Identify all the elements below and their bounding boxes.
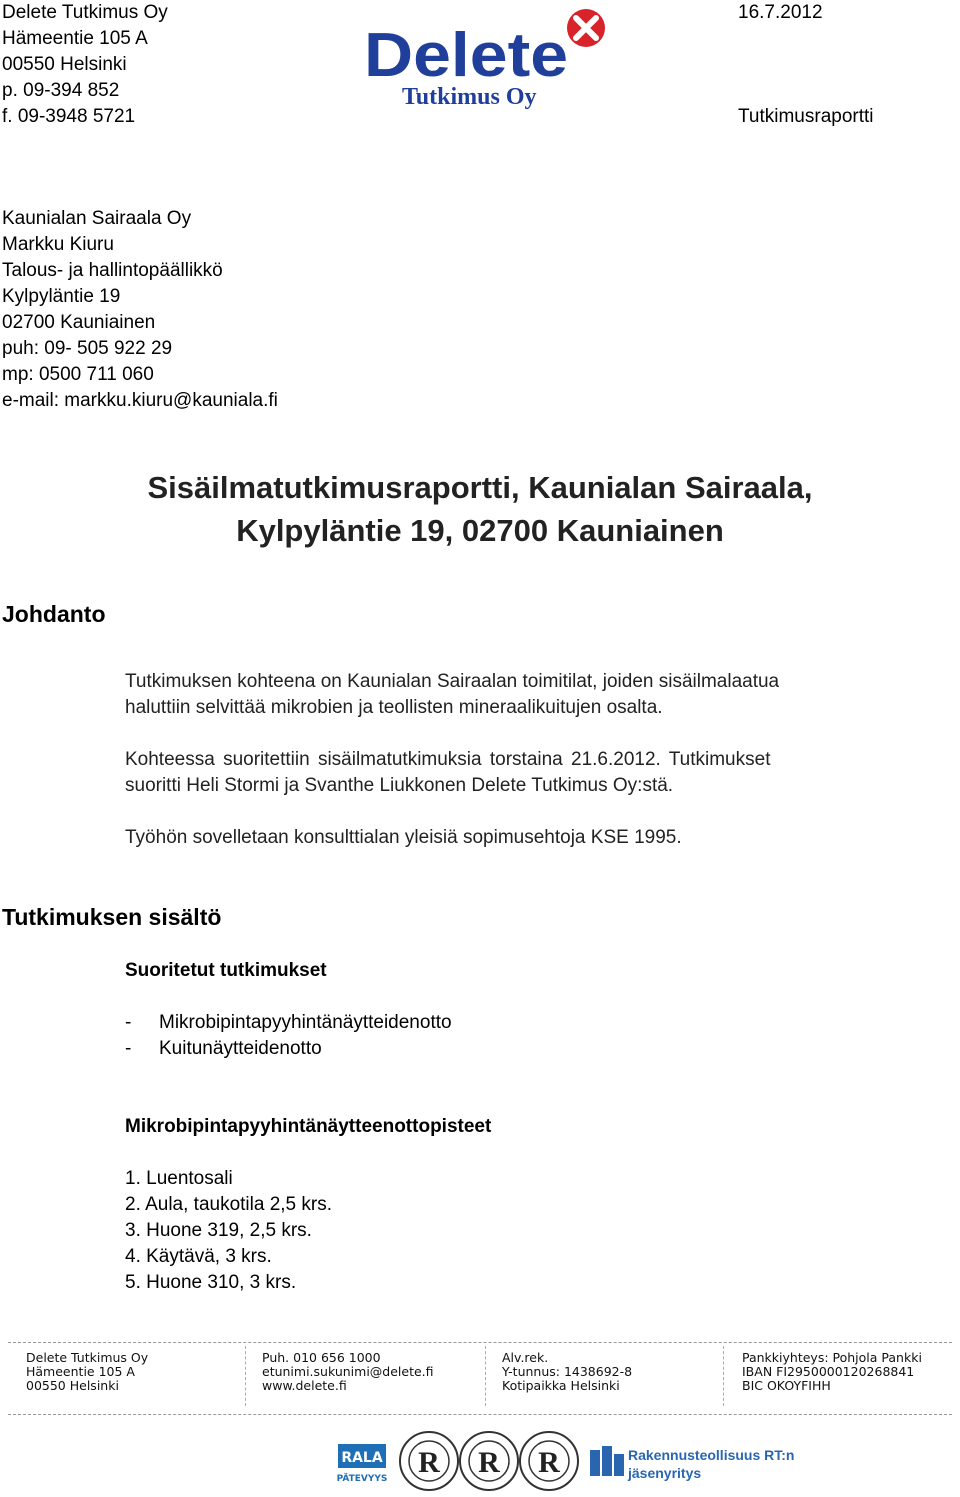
title-line-2: Kylpyläntie 19, 02700 Kauniainen — [236, 513, 724, 548]
footer-contact — [262, 1351, 434, 1393]
sender-city: 00550 Helsinki — [2, 54, 127, 75]
list-item: 4. Käytävä, 3 krs. — [125, 1246, 272, 1267]
list-item: 1. Luentosali — [125, 1168, 233, 1189]
x-mark-icon — [567, 9, 605, 47]
report-date: 16.7.2012 — [738, 2, 823, 23]
footer-registration — [502, 1351, 632, 1393]
list-dash: - — [125, 1038, 132, 1059]
footer-separator — [245, 1346, 246, 1406]
rala-label: RALA — [341, 1450, 383, 1466]
intro-paragraph-2 — [125, 747, 910, 799]
registered-environment-seal-icon — [458, 1430, 520, 1492]
intro-paragraph-1 — [125, 669, 910, 721]
list-item-text: Kuitunäytteidenotto — [159, 1038, 322, 1059]
footer-line: Puh. 010 656 1000 — [262, 1350, 381, 1365]
logo-tagline: Tutkimus Oy — [402, 84, 537, 110]
seal-letter: R — [538, 1446, 560, 1479]
recipient-line: e-mail: markku.kiuru@kauniala.fi — [2, 390, 278, 411]
seal-letter: R — [478, 1446, 500, 1479]
sender-address — [2, 0, 168, 130]
recipient-line: puh: 09- 505 922 29 — [2, 338, 173, 359]
rala-badge — [334, 1440, 390, 1484]
title-line-1: Sisäilmatutkimusraportti, Kaunialan Sairaala, — [147, 470, 813, 505]
footer-separator — [723, 1346, 724, 1406]
registered-safety-seal-icon — [518, 1430, 580, 1492]
recipient-address — [2, 206, 278, 414]
recipient-line: Markku Kiuru — [2, 234, 114, 255]
tests-list — [125, 1010, 452, 1062]
text-line: haluttiin selvittää mikrobien ja teollisten mineraalikuitujen osalta. — [125, 697, 663, 718]
footer-bank — [742, 1351, 922, 1393]
footer-line: IBAN FI2950000120268841 — [742, 1364, 915, 1379]
footer-line: Alv.rek. — [502, 1350, 549, 1365]
report-title — [0, 466, 960, 552]
footer-line: www.delete.fi — [262, 1378, 347, 1393]
footer-line: Delete Tutkimus Oy — [26, 1350, 149, 1365]
registered-quality-seal-icon — [398, 1430, 460, 1492]
rt-membership-badge — [588, 1444, 798, 1482]
sender-phone: p. 09-394 852 — [2, 80, 120, 101]
footer-company — [26, 1351, 148, 1393]
footer-line: 00550 Helsinki — [26, 1378, 119, 1393]
heading-introduction: Johdanto — [2, 601, 106, 627]
text-line: Kohteessa suoritettiin sisäilmatutkimuksia torstaina 21.6.2012. Tutkimukset — [125, 749, 771, 770]
sender-company: Delete Tutkimus Oy — [2, 2, 168, 23]
subheading-sampling-points: Mikrobipintapyyhintänäytteenottopisteet — [125, 1116, 492, 1137]
rt-logo-icon — [590, 1446, 624, 1476]
footer-line: etunimi.sukunimi@delete.fi — [262, 1364, 434, 1379]
recipient-line: mp: 0500 711 060 — [2, 364, 154, 385]
footer-divider-top — [8, 1342, 952, 1343]
list-dash: - — [125, 1012, 132, 1033]
rt-line-1: Rakennusteollisuus RT:n — [628, 1447, 795, 1463]
footer-line: Y-tunnus: 1438692-8 — [502, 1364, 633, 1379]
list-item: 2. Aula, taukotila 2,5 krs. — [125, 1194, 333, 1215]
list-item-text: Mikrobipintapyyhintänäytteidenotto — [159, 1012, 452, 1033]
text-line: Työhön sovelletaan konsulttialan yleisiä sopimusehtoja KSE 1995. — [125, 827, 682, 848]
sampling-points-list — [125, 1166, 332, 1296]
footer-line: Pankkiyhteys: Pohjola Pankki — [742, 1350, 922, 1365]
report-type: Tutkimusraportti — [738, 106, 874, 127]
heading-contents: Tutkimuksen sisältö — [2, 904, 222, 930]
list-item: 3. Huone 319, 2,5 krs. — [125, 1220, 312, 1241]
footer-separator — [485, 1346, 486, 1406]
delete-logo-graphic — [362, 8, 612, 112]
footer-line: BIC OKOYFIHH — [742, 1378, 831, 1393]
footer-divider-bottom — [8, 1414, 952, 1415]
rt-line-2: jäsenyritys — [628, 1465, 702, 1481]
recipient-line: Talous- ja hallintopäällikkö — [2, 260, 223, 281]
company-logo — [362, 8, 612, 112]
recipient-line: 02700 Kauniainen — [2, 312, 156, 333]
logo-word: Delete — [364, 21, 568, 90]
subheading-tests: Suoritetut tutkimukset — [125, 960, 327, 981]
footer-line: Kotipaikka Helsinki — [502, 1378, 620, 1393]
sender-fax: f. 09-3948 5721 — [2, 106, 136, 127]
footer-line: Hämeentie 105 A — [26, 1364, 135, 1379]
text-line: Tutkimuksen kohteena on Kaunialan Sairaalan toimitilat, joiden sisäilmalaatua — [125, 671, 780, 692]
list-item: 5. Huone 310, 3 krs. — [125, 1272, 297, 1293]
rala-subtitle: PÄTEVYYS — [336, 1474, 388, 1484]
recipient-line: Kylpyläntie 19 — [2, 286, 121, 307]
intro-paragraph-3 — [125, 825, 910, 851]
seal-letter: R — [418, 1446, 440, 1479]
recipient-line: Kaunialan Sairaala Oy — [2, 208, 192, 229]
list-item — [125, 1036, 452, 1062]
list-item — [125, 1010, 452, 1036]
sender-street: Hämeentie 105 A — [2, 28, 148, 49]
text-line: suoritti Heli Stormi ja Svanthe Liukkonen Delete Tutkimus Oy:stä. — [125, 775, 674, 796]
